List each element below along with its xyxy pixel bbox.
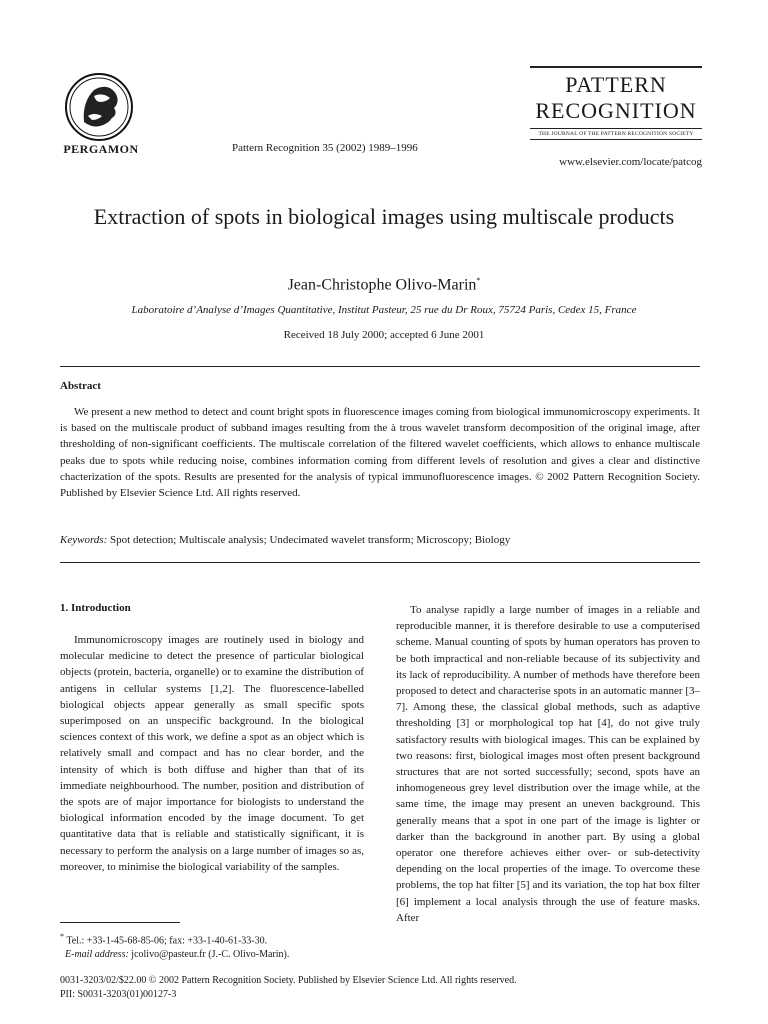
journal-title-line2: RECOGNITION (535, 98, 697, 123)
footnote-email-label: E-mail address: (65, 949, 129, 961)
keywords-line (60, 534, 510, 546)
footnote-email-line (60, 948, 364, 962)
keywords-list: Spot detection; Multiscale analysis; Undecimated wavelet transform; Microscopy; Biology (110, 534, 511, 546)
left-column-text: Immunomicroscopy images are routinely used in biology and molecular medicine to detect the presence of particular biological objects (protein, bacteria, organelle) or to examine the distribution of antigens in cellular systems [1,2]. The fluorescence-labelled biological objects appear generally as small specific spots superimposed on an unspecific background. In the biological sciences context of this work, we define a spot as an object which is relatively small and compact and has no clear border, and the intensity of which is both diffuse and higher than that of its immediate neighbourhood. The number, position and distribution of the spots are of major importance for biologists to understand the biological information encoded by the image document. To get quantitative data that is reliable and statistically significant, it is necessary to perform the analysis on a large number of images so as, moreover, to minimise the biological variability of the samples. (60, 634, 364, 873)
footnote-mark: * (60, 932, 64, 941)
divider-bottom (60, 562, 700, 563)
author-name: Jean-Christophe Olivo-Marin (287, 276, 477, 294)
divider-top (60, 366, 700, 367)
journal-masthead (530, 66, 702, 140)
masthead-rule-top (530, 66, 702, 68)
masthead-rule-bottom (530, 139, 702, 140)
footnote-email[interactable]: jcolivo@pasteur.fr (J.-C. Olivo-Marin). (131, 949, 290, 961)
footnote-contact: Tel.: +33-1-45-68-85-06; fax: +33-1-40-61-33-30. (66, 935, 268, 947)
received-dates: Received 18 July 2000; accepted 6 June 2001 (283, 329, 485, 341)
footnote (60, 930, 364, 962)
footnote-rule (60, 922, 180, 923)
journal-subtitle: THE JOURNAL OF THE PATTERN RECOGNITION SOCIETY (538, 131, 694, 137)
author-line (60, 276, 708, 294)
keywords-label: Keywords: (60, 534, 108, 546)
abstract-text: We present a new method to detect and count bright spots in fluorescence images coming from biological immunomicroscopy experiments. It is based on the multiscale product of subband images resulting from the à trous wavelet transform decomposition of the original image, after thresholding of non-significant coefficients. The multiscale correlation of the filtered wavelet coefficients, which allows to enhance multiscale peaks due to spots while reducing noise, combines information coming from different levels of resolution and gives a clear and distinctive chacterization of the spots. Results are presented for the analysis of typical immunofluorescence images. © 2002 Pattern Recognition Society. Published by Elsevier Science Ltd. All rights reserved. (60, 406, 700, 500)
pii-line: PII: S0031-3203(01)00127-3 (60, 989, 177, 1000)
journal-url[interactable]: www.elsevier.com/locate/patcog (559, 156, 702, 168)
right-column-text: To analyse rapidly a large number of images in a reliable and reproducible manner, it is therefore desirable to use a computerised scheme. Manual counting of spots by human operators has proven to be both impractical and non-reliable because of its subjectivity and its lack of reproducibility. A number of methods have therefore been proposed to detect and characterise spots in an automatic manner [3–7]. Among these, the classical global methods, such as adaptive thresholding [3] or morphological top hat [4], do not give truly satisfactory results with biological images. This can be explained by two reasons: first, biological images most often present background structures that are not sorted successfully; second, spots have an inhomogeneous grey level distribution over the image while, at the same time, the image may present an uneven background. This generally means that a spot in one part of the image is lighter or darker than the background in another part. By using a global operator one therefore achieves either over- or sub-detectivity depending on the local properties of the image. To overcome these problems, the top hat filter [5] and its variation, the top hat box filter [6] implement a local analysis through the use of feature masks. After (396, 604, 700, 924)
publisher-logo-icon (64, 72, 134, 142)
article-title: Extraction of spots in biological images using multiscale products (93, 204, 675, 229)
copyright-line: 0031-3203/02/$22.00 © 2002 Pattern Recognition Society. Published by Elsevier Science Ltd. All rights reserved. (60, 975, 517, 986)
footnote-contact-line (60, 930, 364, 948)
journal-citation: Pattern Recognition 35 (2002) 1989–1996 (232, 142, 418, 154)
masthead-rule-middle (530, 128, 702, 129)
publisher-name: PERGAMON (63, 142, 139, 156)
journal-title-line1: PATTERN (565, 72, 667, 97)
abstract-heading: Abstract (60, 380, 101, 392)
copyright-block (60, 974, 700, 1002)
section-heading-introduction: 1. Introduction (60, 602, 131, 614)
affiliation: Laboratoire d’Analyse d’Images Quantitative, Institut Pasteur, 25 rue du Dr Roux, 75724 Paris, Cedex 15, France (131, 304, 637, 316)
author-footnote-mark: * (476, 276, 481, 285)
